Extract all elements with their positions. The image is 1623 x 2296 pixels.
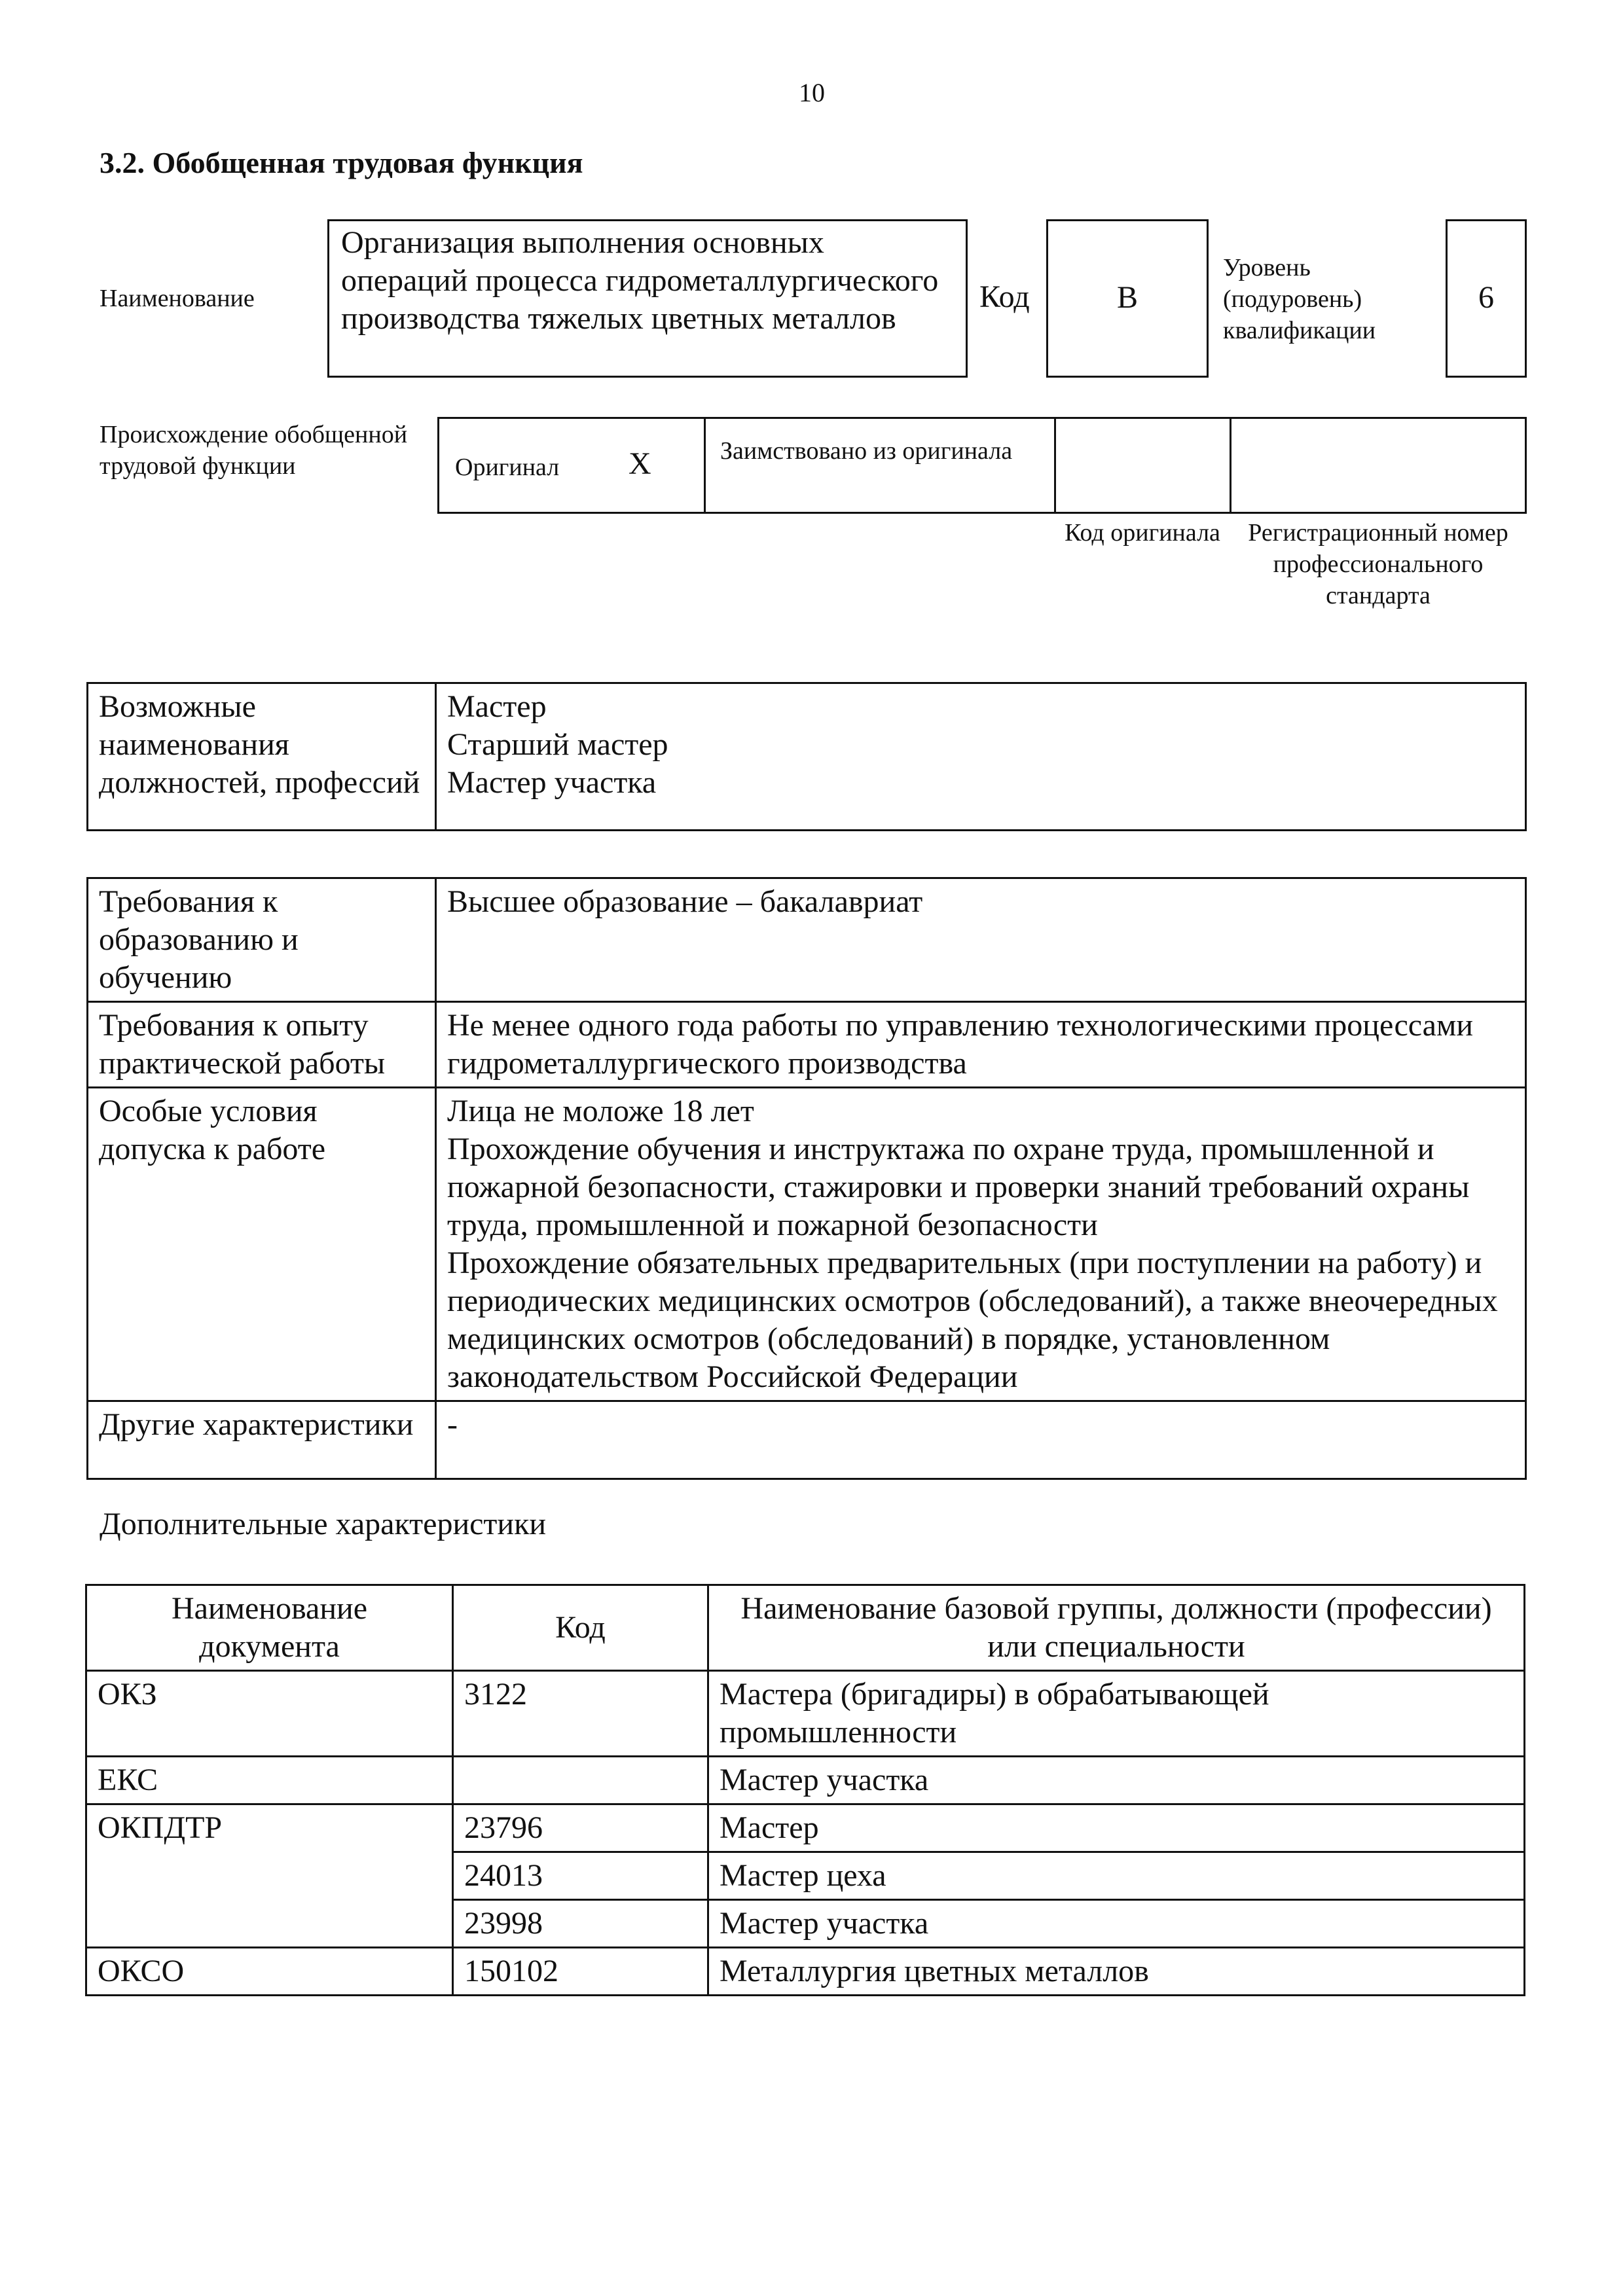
origin-label: Происхождение обобщенной трудовой функции (100, 421, 408, 480)
header-doc: Наименование документа (86, 1585, 453, 1671)
table-row (86, 1671, 1525, 1757)
row-name: Мастер цеха (708, 1852, 1525, 1900)
additional-table (85, 1584, 1525, 1996)
positions-values: Мастер Старший мастер Мастер участка (436, 683, 1526, 831)
code-label: Код (979, 279, 1030, 314)
level-value: 6 (1478, 280, 1494, 315)
header-code: Код (453, 1585, 708, 1671)
borrowed-label: Заимствовано из оригинала (720, 437, 1013, 465)
row-name: Мастер (708, 1804, 1525, 1852)
requirement-label: Требования к опыту практической работы (88, 1002, 436, 1088)
additional-header-row (86, 1585, 1525, 1671)
requirement-value: - (436, 1401, 1526, 1479)
row-code (453, 1757, 708, 1804)
origin-divider-1 (704, 417, 706, 514)
original-label: Оригинал (455, 454, 560, 481)
requirement-label: Требования к образованию и обучению (88, 878, 436, 1002)
requirement-row (88, 1401, 1526, 1479)
requirement-row (88, 1088, 1526, 1401)
row-code: 3122 (453, 1671, 708, 1757)
positions-table (86, 682, 1527, 831)
table-row (86, 1804, 1525, 1852)
row-name: Мастер участка (708, 1757, 1525, 1804)
origin-divider-2 (1054, 417, 1056, 514)
original-code-caption: Код оригинала (1065, 519, 1220, 547)
requirement-row (88, 1002, 1526, 1088)
row-code: 150102 (453, 1948, 708, 1996)
row-code: 24013 (453, 1852, 708, 1900)
row-doc: ОКПДТР (86, 1804, 453, 1948)
level-value-box (1446, 219, 1527, 378)
code-value: B (1116, 280, 1138, 315)
additional-title: Дополнительные характеристики (100, 1507, 547, 1541)
section-title: 3.2. Обобщенная трудовая функция (100, 146, 583, 179)
positions-row (88, 683, 1526, 831)
row-code: 23998 (453, 1900, 708, 1948)
requirement-row (88, 878, 1526, 1002)
page-number: 10 (799, 78, 825, 107)
function-name-value: Организация выполнения основных операций процесса гидрометаллургического производства тяжелых цветных металлов (341, 225, 939, 336)
name-label: Наименование (100, 285, 255, 312)
requirement-label: Особые условия допуска к работе (88, 1088, 436, 1401)
positions-label: Возможные наименования должностей, профессий (88, 683, 436, 831)
header-name: Наименование базовой группы, должности (профессии) или специальности (708, 1585, 1525, 1671)
requirement-value: Не менее одного года работы по управлению технологическими процессами гидрометаллургического производства (436, 1002, 1526, 1088)
code-value-box (1046, 219, 1209, 378)
original-mark: X (629, 446, 651, 481)
table-row (86, 1757, 1525, 1804)
requirement-value: Лица не моложе 18 лет Прохождение обучения и инструктажа по охране труда, промышленной и пожарной безопасности, стажировки и проверки знаний требований охраны труда, промышленной и пожарной безопасности Прохождение обязательных предварительных (при поступлении на работу) и периодических медицинских осмотров (обследований), а также внеочередных медицинских осмотров (обследований) в порядке, установленном законодательством Российской Федерации (436, 1088, 1526, 1401)
row-name: Мастер участка (708, 1900, 1525, 1948)
row-doc: ОКЗ (86, 1671, 453, 1757)
level-label: Уровень (подуровень) квалификации (1223, 254, 1376, 344)
row-code: 23796 (453, 1804, 708, 1852)
table-row (86, 1948, 1525, 1996)
row-name: Мастера (бригадиры) в обрабатывающей промышленности (708, 1671, 1525, 1757)
reg-number-caption: Регистрационный номер профессионального стандарта (1248, 519, 1508, 609)
requirement-value: Высшее образование – бакалавриат (436, 878, 1526, 1002)
requirement-label: Другие характеристики (88, 1401, 436, 1479)
function-name-box (327, 219, 968, 378)
origin-divider-3 (1230, 417, 1231, 514)
requirements-table (86, 877, 1527, 1480)
row-doc: ЕКС (86, 1757, 453, 1804)
row-name: Металлургия цветных металлов (708, 1948, 1525, 1996)
row-doc: ОКСО (86, 1948, 453, 1996)
